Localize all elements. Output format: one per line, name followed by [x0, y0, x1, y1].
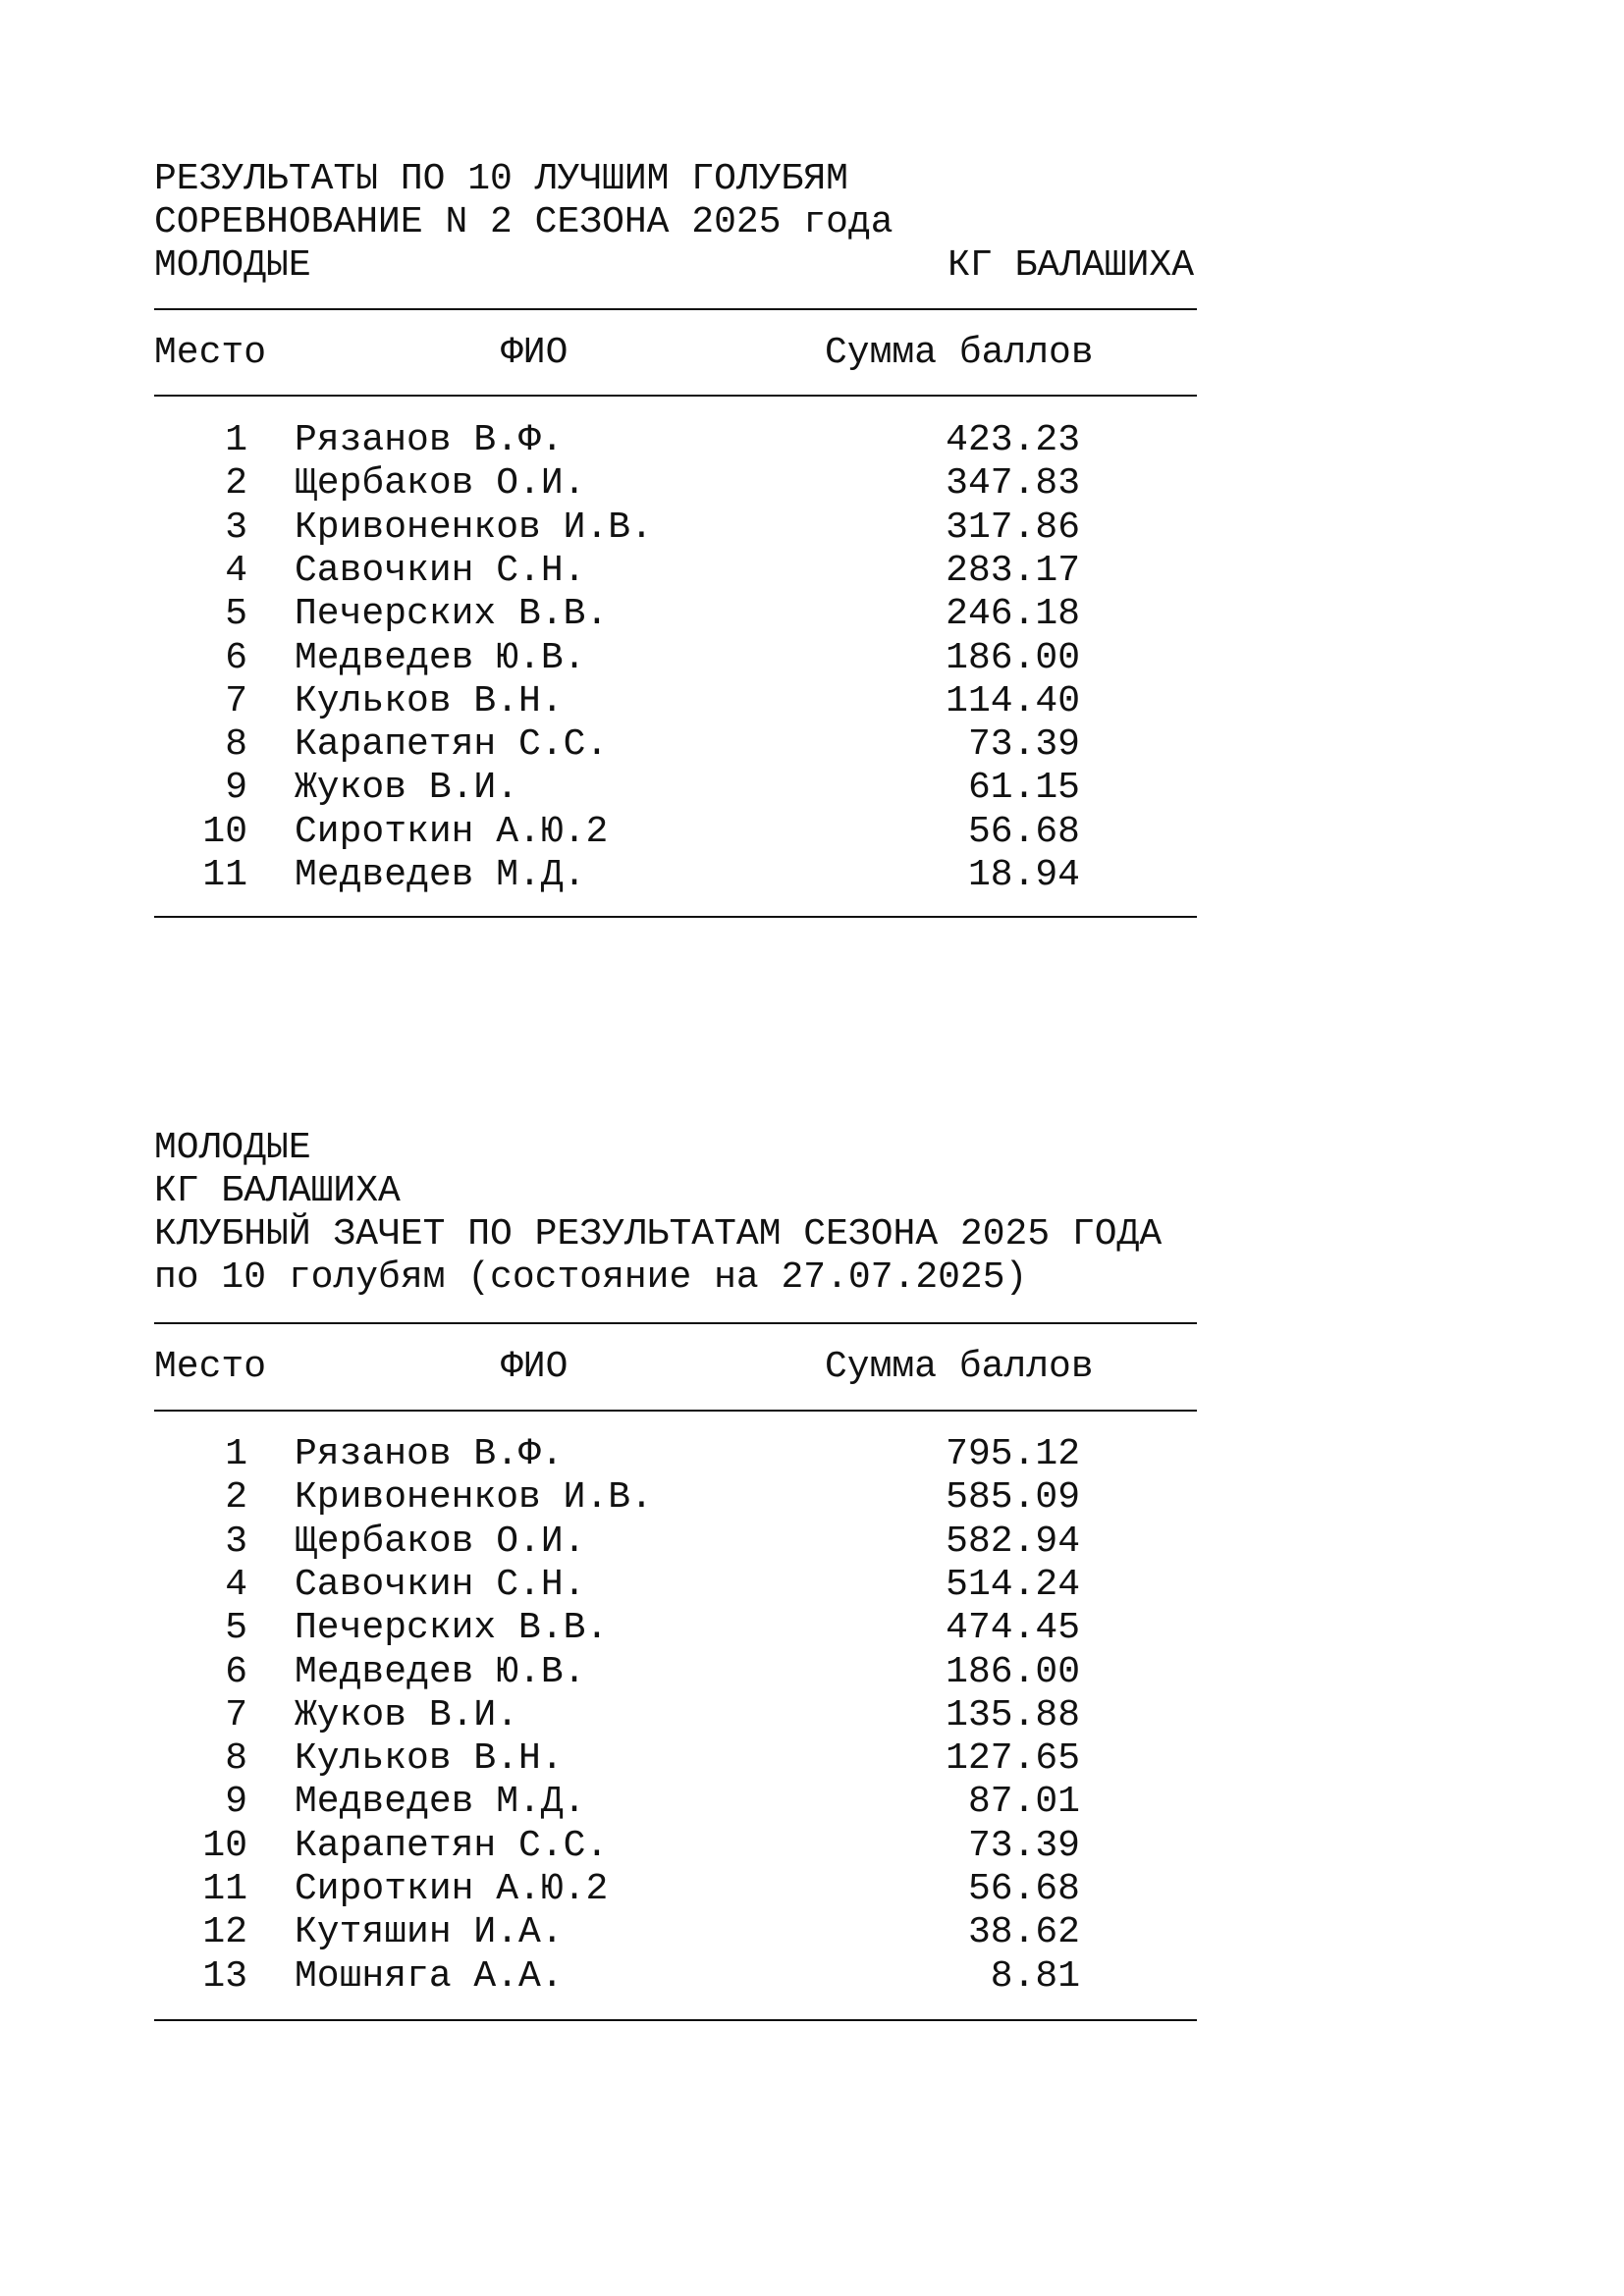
row-score: 423.23 — [946, 419, 1080, 461]
row-rank: 1 — [225, 419, 247, 461]
row-rank: 11 — [202, 854, 247, 896]
row-score: 73.39 — [967, 1824, 1080, 1867]
row-rank: 4 — [225, 1563, 247, 1606]
row-name: Медведев Ю.В. — [295, 1650, 586, 1693]
table-row — [0, 1911, 1624, 1954]
table-row — [0, 854, 1624, 897]
section-1-header-sum: Сумма баллов — [825, 332, 1094, 374]
row-name: Мошняга А.А. — [295, 1954, 564, 1998]
row-rank: 6 — [225, 636, 247, 679]
row-rank: 9 — [225, 1781, 247, 1824]
row-name: Жуков В.И. — [295, 767, 519, 810]
row-score: 61.15 — [967, 767, 1080, 810]
table-row — [0, 767, 1624, 810]
section-1-divider-header — [154, 395, 1197, 397]
row-rank: 7 — [225, 679, 247, 722]
table-row — [0, 462, 1624, 506]
row-score: 582.94 — [946, 1520, 1080, 1563]
row-rank: 2 — [225, 1476, 247, 1520]
section-1-category: МОЛОДЫЕ — [154, 244, 311, 287]
section-2-divider-header — [154, 1410, 1197, 1412]
table-row — [0, 1476, 1624, 1520]
section-1-title-line-1: РЕЗУЛЬТАТЫ ПО 10 ЛУЧШИМ ГОЛУБЯМ — [154, 158, 848, 200]
table-row — [0, 1607, 1624, 1650]
table-row — [0, 419, 1624, 462]
row-name: Щербаков О.И. — [295, 462, 586, 506]
section-2-divider-bottom — [154, 2019, 1197, 2021]
table-row — [0, 1737, 1624, 1781]
table-row — [0, 593, 1624, 636]
row-name: Кульков В.Н. — [295, 1737, 564, 1781]
row-score: 795.12 — [946, 1433, 1080, 1475]
row-score: 18.94 — [967, 854, 1080, 896]
row-score: 246.18 — [946, 593, 1080, 636]
row-rank: 3 — [225, 1520, 247, 1563]
row-name: Щербаков О.И. — [295, 1520, 586, 1563]
row-name: Жуков В.И. — [295, 1693, 519, 1736]
row-rank: 11 — [202, 1868, 247, 1910]
row-rank: 10 — [202, 810, 247, 853]
row-score: 317.86 — [946, 506, 1080, 549]
table-row — [0, 1868, 1624, 1911]
table-row — [0, 1433, 1624, 1476]
section-1-title-line-2: СОРЕВНОВАНИЕ N 2 СЕЗОНА 2025 года — [154, 201, 893, 243]
row-rank: 3 — [225, 506, 247, 549]
row-score: 186.00 — [946, 1650, 1080, 1693]
section-2-club: КГ БАЛАШИХА — [154, 1170, 401, 1212]
row-score: 87.01 — [967, 1781, 1080, 1824]
section-2-title-line-2: по 10 голубям (состояние на 27.07.2025) — [154, 1256, 1028, 1299]
row-rank: 13 — [202, 1954, 247, 1998]
row-rank: 8 — [225, 1737, 247, 1781]
section-2-divider-top — [154, 1322, 1197, 1324]
row-rank: 10 — [202, 1824, 247, 1867]
row-rank: 1 — [225, 1433, 247, 1475]
table-row — [0, 637, 1624, 680]
row-score: 56.68 — [967, 1868, 1080, 1910]
row-name: Кривоненков И.В. — [295, 506, 653, 549]
section-1-header-place: Место — [154, 332, 267, 374]
section-2-header-place: Место — [154, 1346, 267, 1388]
row-name: Печерских В.В. — [295, 1607, 609, 1650]
section-2-title-line-1: КЛУБНЫЙ ЗАЧЕТ ПО РЕЗУЛЬТАТАМ СЕЗОНА 2025 ГОДА — [154, 1213, 1163, 1255]
row-rank: 7 — [225, 1693, 247, 1736]
table-row — [0, 1694, 1624, 1737]
row-name: Кривоненков И.В. — [295, 1476, 653, 1520]
row-rank: 4 — [225, 549, 247, 592]
row-name: Сироткин А.Ю.2 — [295, 1868, 609, 1910]
row-name: Рязанов В.Ф. — [295, 419, 564, 461]
row-score: 56.68 — [967, 810, 1080, 853]
row-name: Кульков В.Н. — [295, 679, 564, 722]
row-score: 135.88 — [946, 1693, 1080, 1736]
row-rank: 2 — [225, 462, 247, 506]
row-score: 514.24 — [946, 1563, 1080, 1606]
row-rank: 8 — [225, 723, 247, 767]
row-name: Печерских В.В. — [295, 593, 609, 636]
table-row — [0, 1781, 1624, 1824]
section-2-header-sum: Сумма баллов — [825, 1346, 1094, 1388]
table-row — [0, 1651, 1624, 1694]
section-1-divider-top — [154, 308, 1197, 310]
table-row — [0, 1564, 1624, 1607]
table-row — [0, 680, 1624, 723]
row-score: 127.65 — [946, 1737, 1080, 1781]
section-2-header-name: ФИО — [501, 1346, 568, 1388]
table-row — [0, 1521, 1624, 1564]
row-rank: 6 — [225, 1650, 247, 1693]
row-name: Кутяшин И.А. — [295, 1911, 564, 1954]
section-1-divider-bottom — [154, 916, 1197, 918]
row-name: Сироткин А.Ю.2 — [295, 810, 609, 853]
table-row — [0, 550, 1624, 593]
row-rank: 5 — [225, 593, 247, 636]
row-name: Карапетян С.С. — [295, 723, 609, 767]
row-name: Медведев М.Д. — [295, 1781, 586, 1824]
row-score: 283.17 — [946, 549, 1080, 592]
row-name: Медведев Ю.В. — [295, 636, 586, 679]
row-name: Савочкин С.Н. — [295, 1563, 586, 1606]
row-name: Карапетян С.С. — [295, 1824, 609, 1867]
row-score: 114.40 — [946, 679, 1080, 722]
row-rank: 9 — [225, 767, 247, 810]
section-1-club: КГ БАЛАШИХА — [947, 244, 1194, 287]
row-score: 585.09 — [946, 1476, 1080, 1520]
row-rank: 12 — [202, 1911, 247, 1954]
row-rank: 5 — [225, 1607, 247, 1650]
section-2-category: МОЛОДЫЕ — [154, 1127, 311, 1169]
row-score: 474.45 — [946, 1607, 1080, 1650]
row-score: 186.00 — [946, 636, 1080, 679]
table-row — [0, 723, 1624, 767]
row-name: Медведев М.Д. — [295, 854, 586, 896]
row-score: 38.62 — [967, 1911, 1080, 1954]
section-1-header-name: ФИО — [501, 332, 568, 374]
row-score: 8.81 — [990, 1954, 1080, 1998]
table-row — [0, 1955, 1624, 1999]
row-name: Савочкин С.Н. — [295, 549, 586, 592]
row-score: 73.39 — [967, 723, 1080, 767]
table-row — [0, 1825, 1624, 1868]
table-row — [0, 811, 1624, 854]
row-score: 347.83 — [946, 462, 1080, 506]
row-name: Рязанов В.Ф. — [295, 1433, 564, 1475]
table-row — [0, 507, 1624, 550]
